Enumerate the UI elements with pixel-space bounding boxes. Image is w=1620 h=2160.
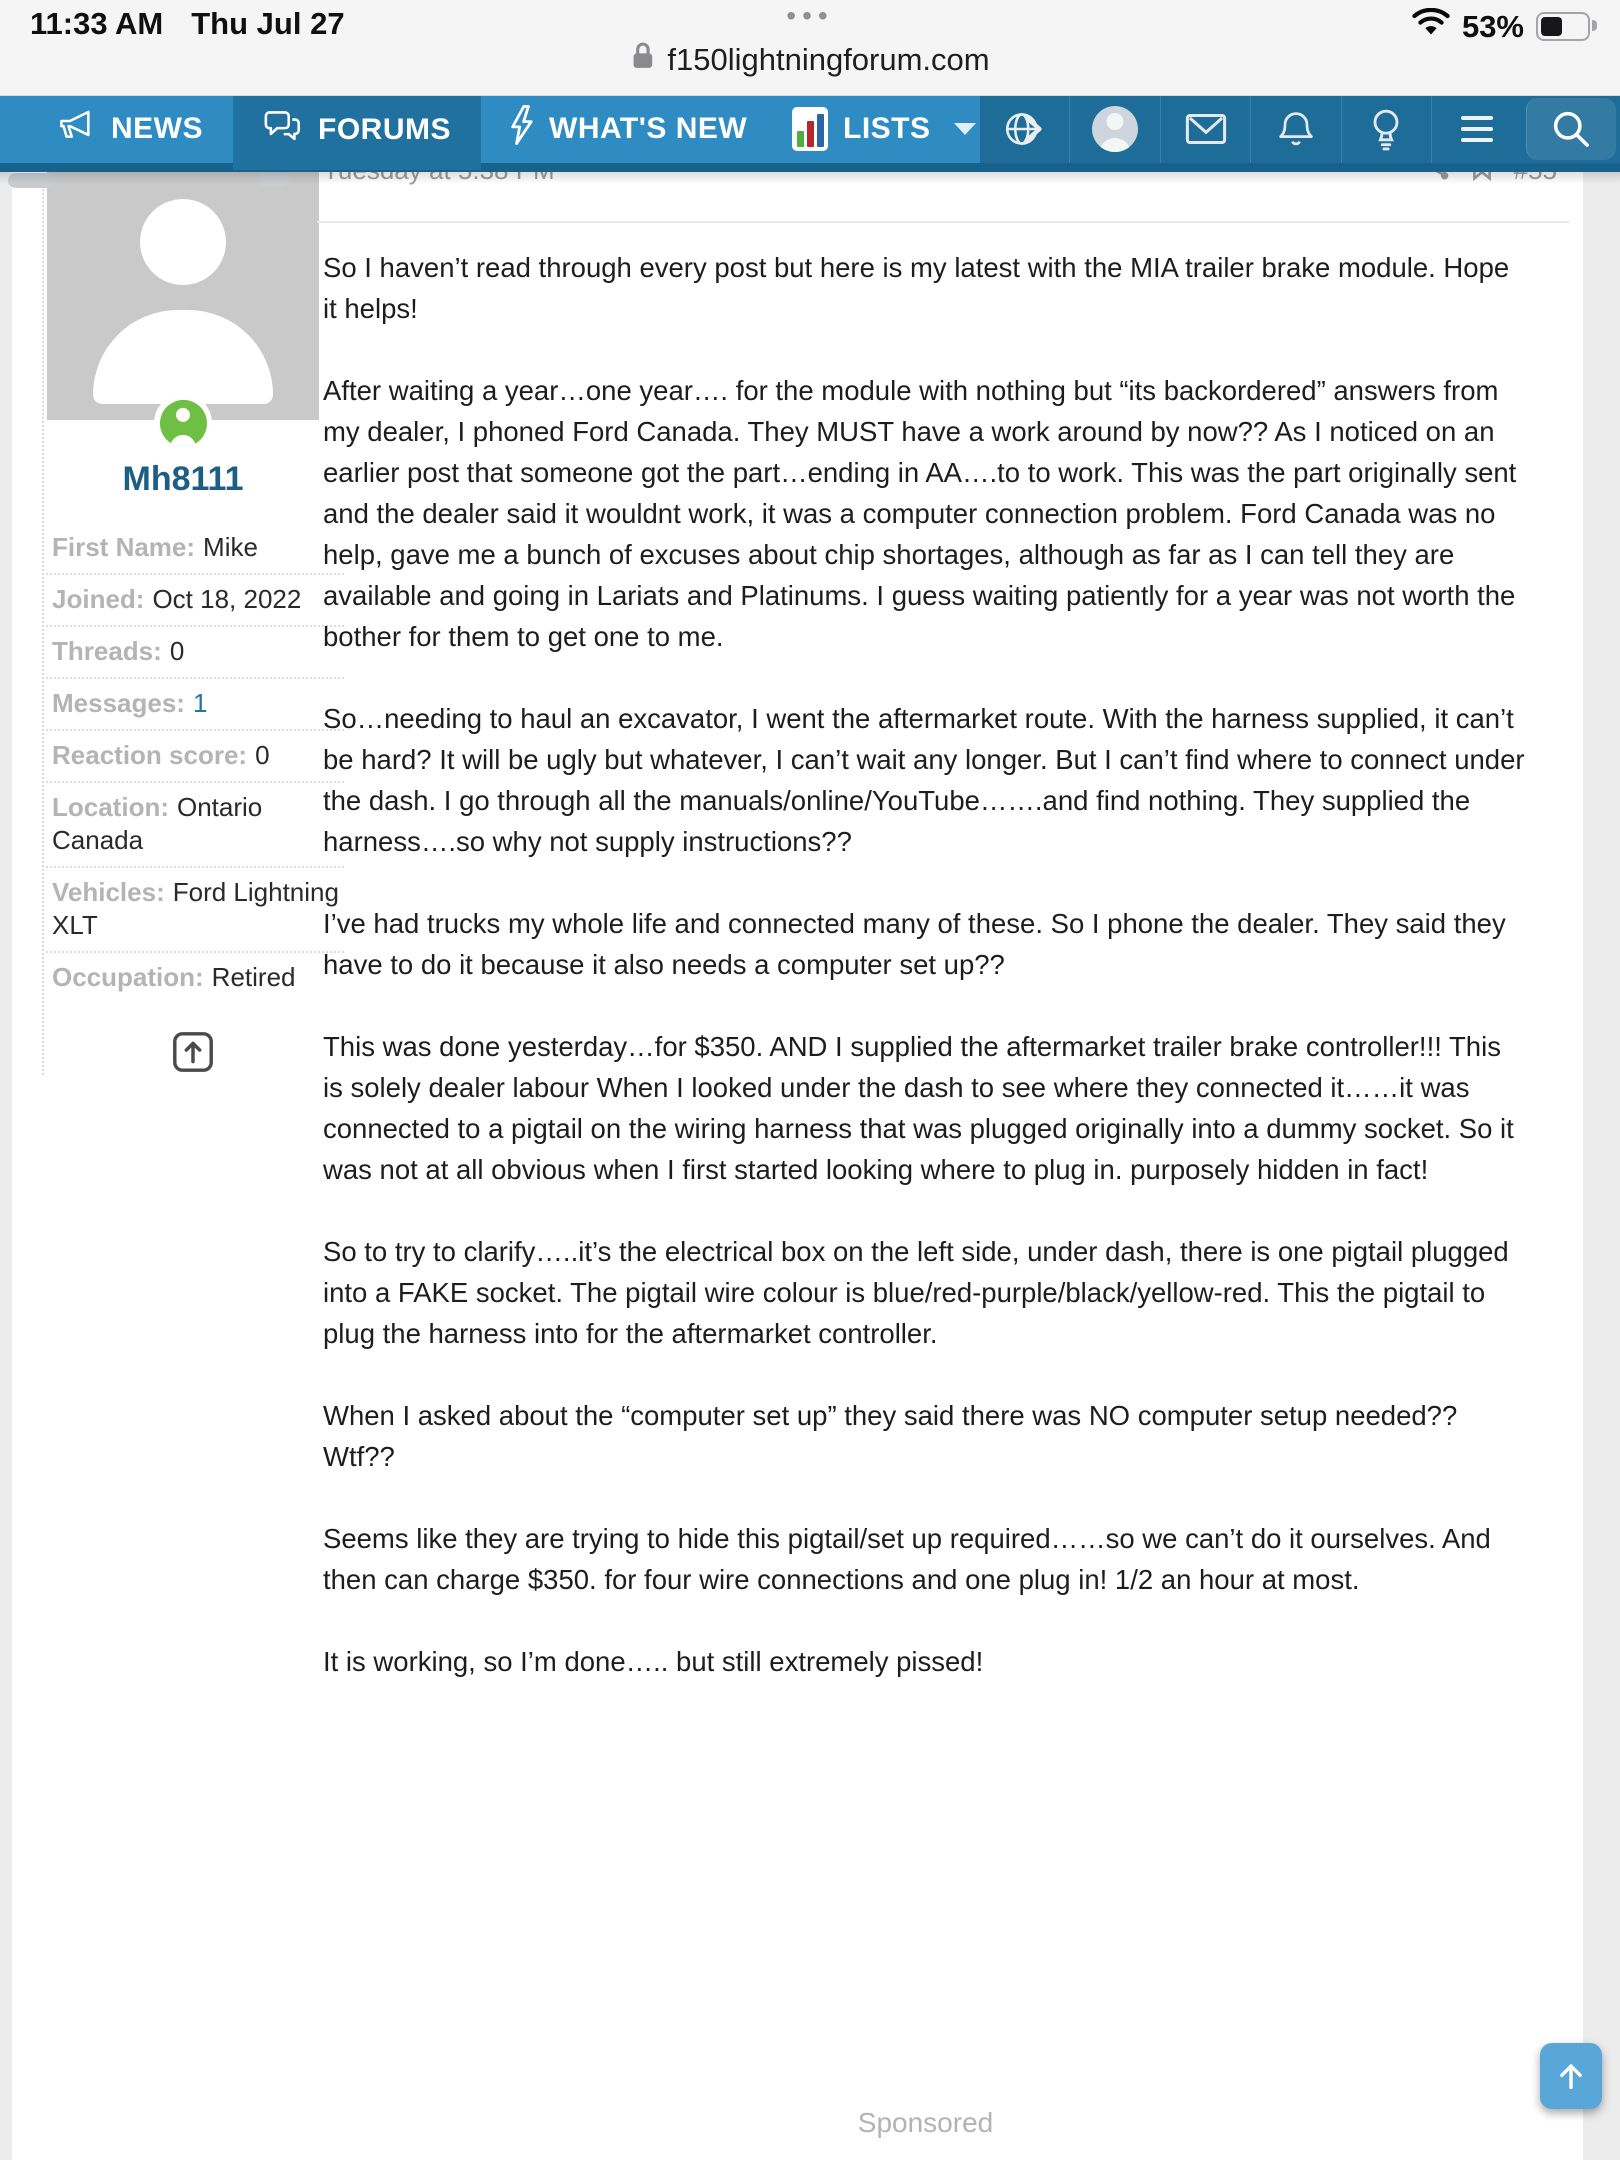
field-row-messages [46, 679, 344, 731]
online-user-icon [160, 399, 207, 446]
field-label: Vehicles: [52, 877, 165, 907]
bar-chart-icon [792, 107, 828, 151]
tab-dots-indicator[interactable]: ••• [786, 0, 834, 31]
username-link[interactable]: Mh8111 [122, 460, 244, 498]
field-label: Location: [52, 792, 169, 822]
search-button[interactable] [1526, 98, 1616, 160]
chevron-down-icon [954, 123, 976, 135]
messages-count-link[interactable]: 1 [192, 688, 208, 718]
nav-label: LISTS [843, 112, 931, 145]
menu-button[interactable] [1431, 95, 1521, 163]
nav-item-lists[interactable] [792, 95, 976, 163]
globe-forward-icon [1004, 108, 1046, 150]
post-paragraph: After waiting a year…one year…. for the module with nothing but “its backordered” answers from my dealer, I phoned Ford Canada. They MUST have a work around by now?? As I noticed on an earlier post that someone got the part…ending in AA….to to work. This was the part originally sent and the dealer said it wouldnt work, it was a computer connection problem. Ford Canada was no help, gave me a bunch of excuses about chip shortages, although as far as I can tell they are available and going in Lariats and Platinums. I guess waiting patiently for a year was not worth the bother for them to get one to me. [323, 375, 1517, 652]
field-value: Retired [211, 962, 296, 992]
nav-item-news[interactable] [58, 95, 203, 163]
field-label: First Name: [52, 532, 196, 562]
menu-icon [1461, 116, 1493, 142]
address-bar[interactable] [630, 40, 989, 79]
field-value: 0 [255, 740, 270, 770]
post-paragraph: This was done yesterday…for $350. AND I supplied the aftermarket trailer brake controller!!! This is solely dealer labour When I looked under the dash to see where they connected it……it was connected to a pigtail on the wiring harness that was plugged originally into a dummy socket. So it was not at all obvious when I first started looking where to plug in. purposely hidden in fact! [323, 1031, 1514, 1185]
lightbulb-icon [1368, 107, 1404, 151]
status-date: Thu Jul 27 [191, 6, 345, 41]
search-icon [1550, 108, 1592, 150]
field-value: Oct 18, 2022 [152, 584, 302, 614]
battery-percent: 53% [1461, 8, 1524, 44]
field-row-location [46, 783, 344, 868]
field-label: Occupation: [52, 962, 204, 992]
nav-item-forums[interactable] [233, 90, 481, 170]
status-right [1412, 8, 1590, 45]
field-label: Joined: [52, 584, 145, 614]
field-label: Messages: [52, 688, 185, 718]
post-paragraph: When I asked about the “computer set up” they said there was NO computer setup needed?? Wtf?? [323, 1400, 1458, 1472]
account-button[interactable] [1069, 95, 1159, 163]
avatar[interactable] [47, 165, 319, 420]
field-row-first-name [46, 523, 344, 575]
nav-label: NEWS [111, 112, 203, 145]
lock-icon [630, 40, 655, 79]
field-value: Mike [203, 532, 258, 562]
wifi-icon [1412, 8, 1450, 45]
globe-forward-button[interactable] [980, 95, 1069, 163]
post-body [323, 247, 1528, 1723]
field-value: Ford Lightning XLT [52, 877, 339, 940]
browser-chrome [0, 0, 1620, 96]
post-paragraph: So…needing to haul an excavator, I went the aftermarket route. With the harness supplied, it can’t be hard? It will be ugly but whatever, I can’t wait any longer. But I can’t find where to connect under the dash. I go through all the manuals/online/YouTube…….and find nothing. They supplied the harness….so why not supply instructions?? [323, 703, 1525, 857]
post-paragraph: Seems like they are trying to hide this pigtail/set up required……so we can’t do it ourselves. And then can charge $350. for four wire connections and one plug in! 1/2 an hour at most. [323, 1523, 1491, 1595]
field-row-joined [46, 575, 344, 627]
comments-icon [263, 108, 303, 152]
scroll-to-top-button[interactable] [1540, 2043, 1602, 2109]
post-paragraph: It is working, so I’m done….. but still extremely pissed! [323, 1646, 984, 1677]
avatar-shoulders-shape [93, 310, 273, 404]
nav-label: FORUMS [318, 113, 451, 146]
share-post-icon[interactable] [170, 1029, 216, 1075]
field-value: 0 [169, 636, 185, 666]
nav-item-whats-new[interactable] [508, 95, 747, 163]
user-fields [46, 523, 344, 1003]
field-row-reaction-score [46, 731, 344, 783]
navbar-icon-group [980, 95, 1620, 163]
bolt-icon [508, 104, 534, 154]
tips-button[interactable] [1341, 95, 1431, 163]
online-status-badge [154, 394, 212, 452]
field-row-occupation [46, 953, 344, 1003]
envelope-icon [1184, 110, 1228, 148]
battery-icon [1536, 12, 1590, 41]
status-time: 11:33 AM [30, 6, 164, 41]
forum-navbar [0, 95, 1620, 172]
post-paragraph: So I haven’t read through every post but here is my latest with the MIA trailer brake module. Hope it helps! [323, 252, 1510, 324]
status-left [30, 6, 345, 42]
nav-label: WHAT'S NEW [549, 112, 748, 145]
field-row-vehicles [46, 868, 344, 953]
post-paragraph: I’ve had trucks my whole life and connected many of these. So I phone the dealer. They said they have to do it because it also needs a computer set up?? [323, 908, 1506, 980]
field-value: Ontario Canada [52, 792, 263, 855]
page-content-panel [12, 95, 1583, 2160]
arrow-up-icon [1554, 2059, 1588, 2093]
inbox-button[interactable] [1160, 95, 1250, 163]
navbar-shadow [0, 172, 1620, 184]
address-url: f150lightningforum.com [667, 41, 990, 77]
sponsored-label: Sponsored [857, 2107, 994, 2138]
account-icon [1092, 106, 1138, 152]
avatar-head-shape [140, 199, 226, 285]
bell-icon [1276, 108, 1316, 150]
field-row-threads [46, 627, 344, 679]
post-header-divider [317, 221, 1569, 223]
field-label: Threads: [52, 636, 162, 666]
field-label: Reaction score: [52, 740, 248, 770]
megaphone-icon [58, 108, 96, 150]
post-paragraph: So to try to clarify…..it’s the electrical box on the left side, under dash, there is one pigtail plugged into a FAKE socket. The pigtail wire colour is blue/red-purple/black/yellow-red. This the pigtail to plug the harness into for the aftermarket controller. [323, 1236, 1509, 1349]
alerts-button[interactable] [1250, 95, 1340, 163]
user-info-panel [42, 165, 346, 1075]
